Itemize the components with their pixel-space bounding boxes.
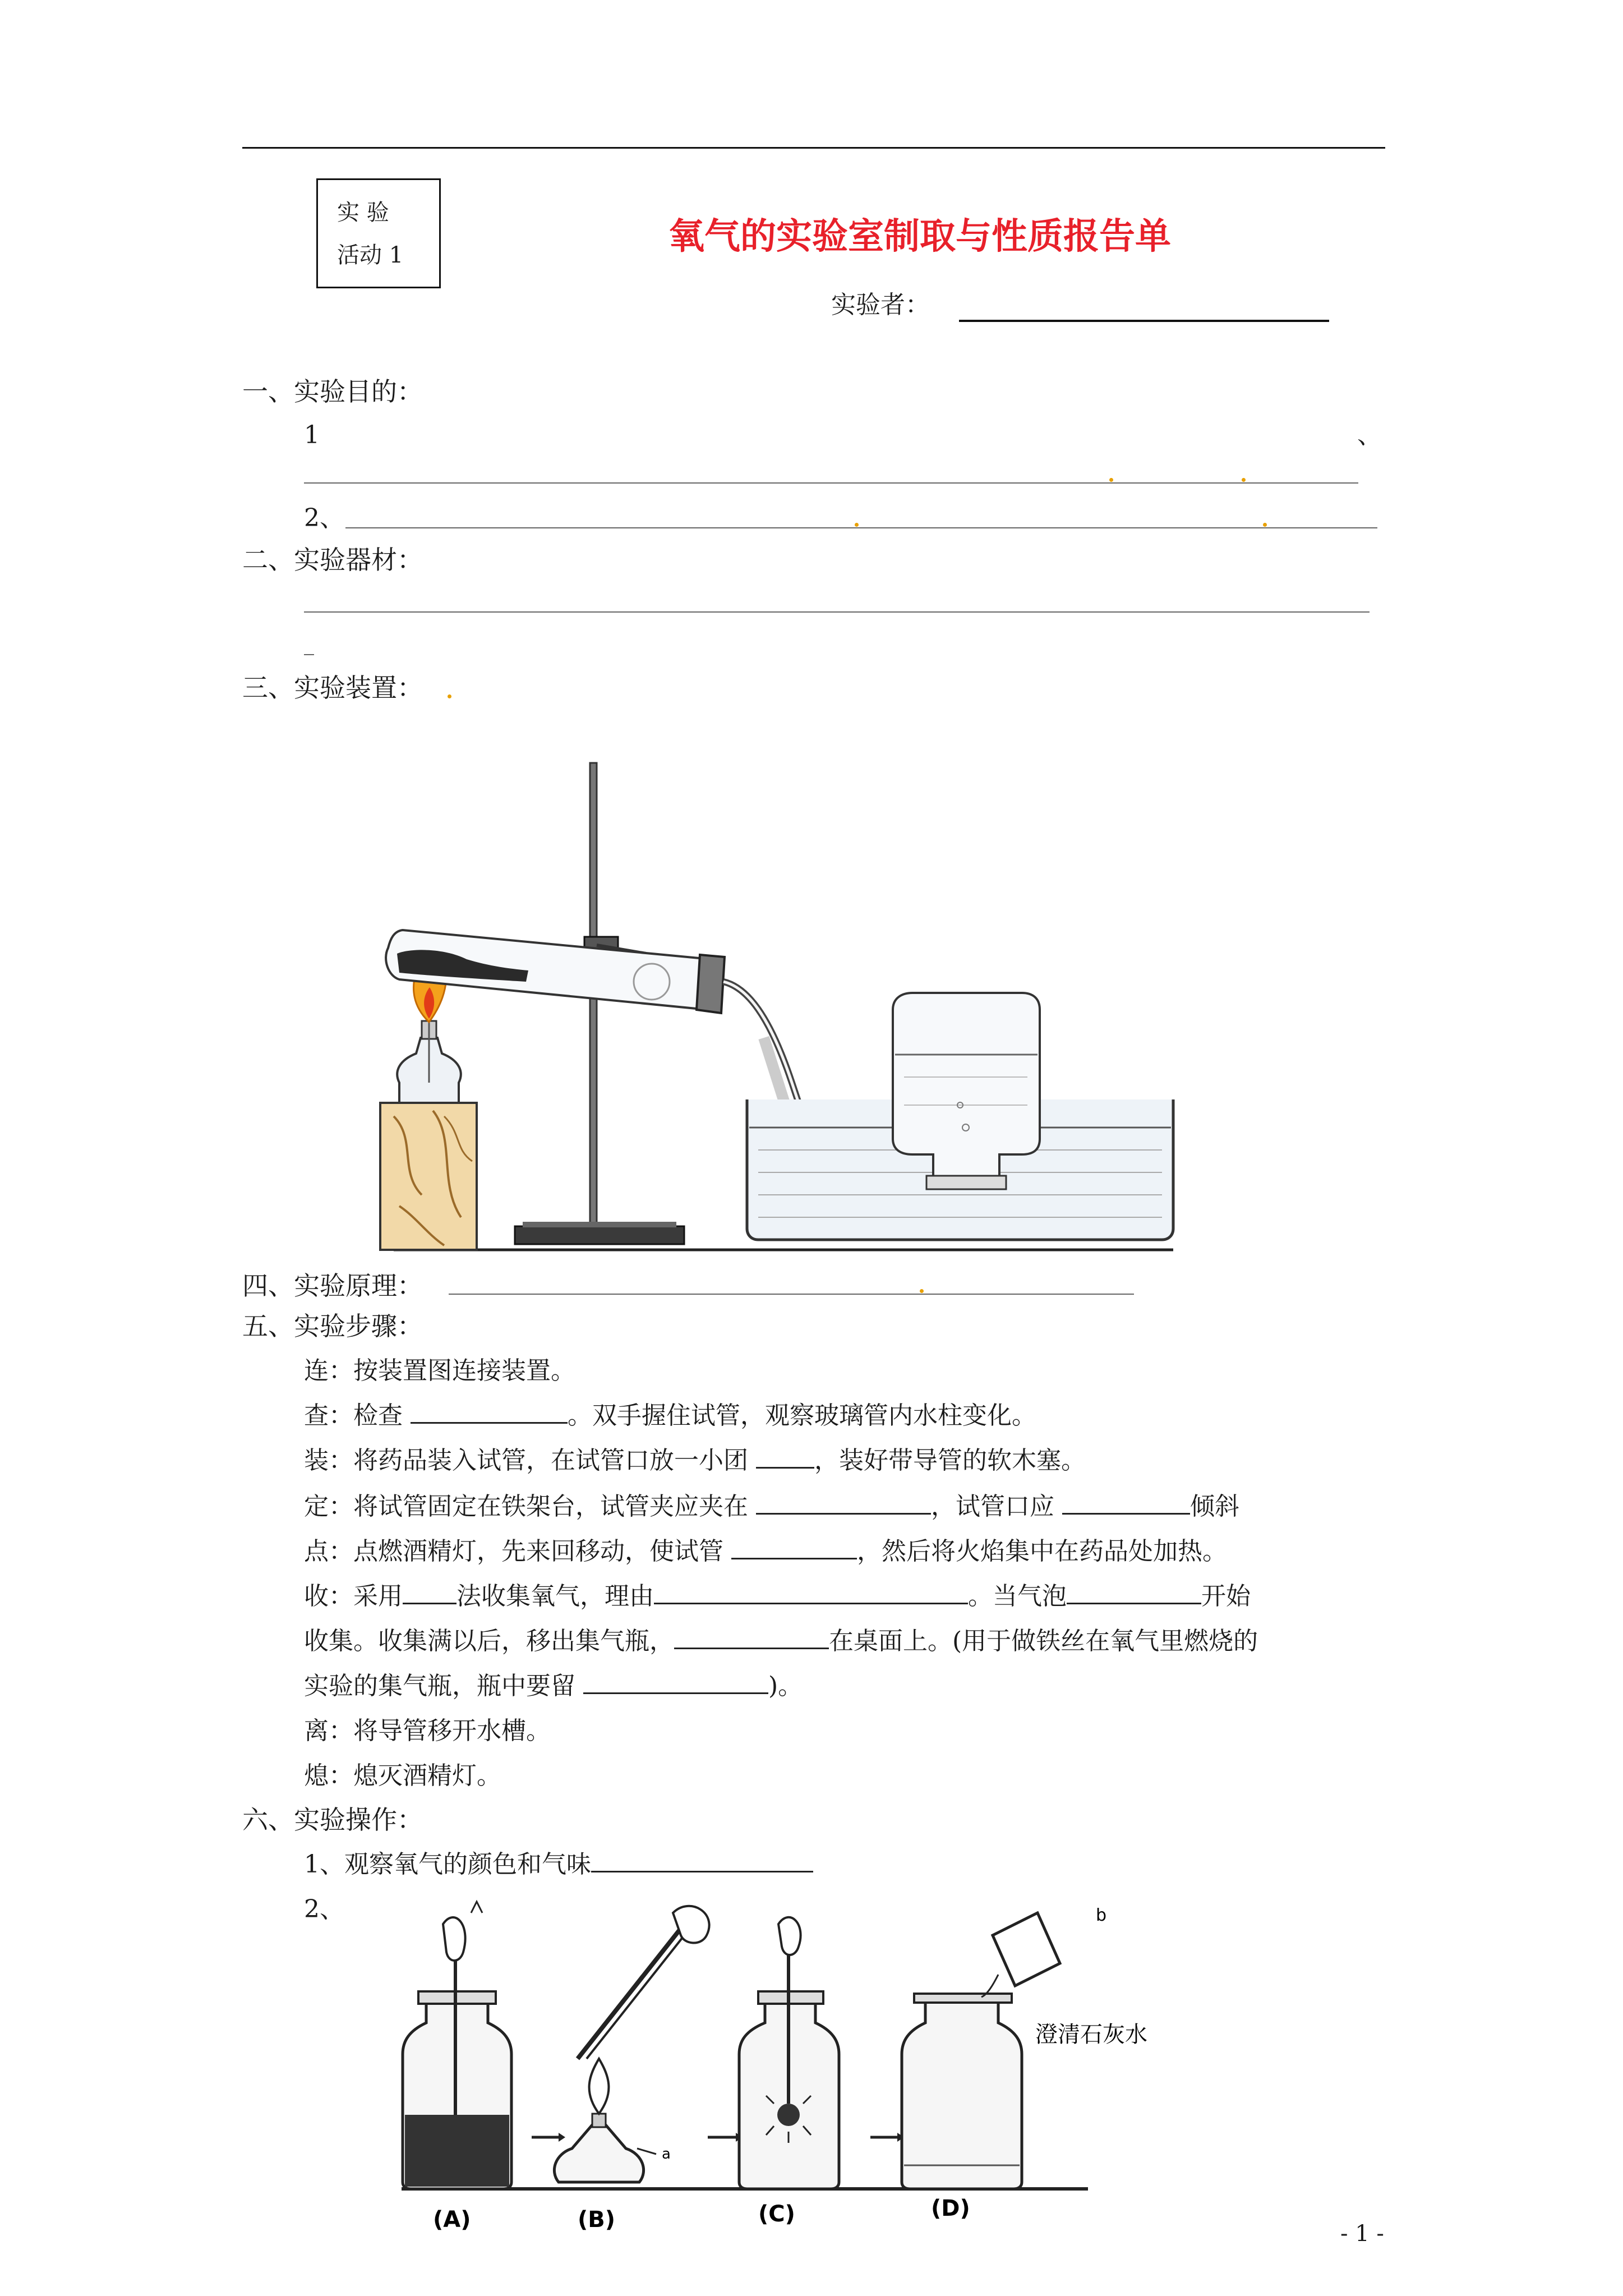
step-load-text-b: ，装好带导管的软木塞。	[814, 1446, 1086, 1475]
apparatus-heading: 三、实验装置：	[242, 673, 423, 703]
step-fix-blank-1[interactable]	[756, 1490, 931, 1515]
step-collect-text-d: 开始	[1201, 1582, 1251, 1611]
step-remove: 离：将导管移开水槽。	[304, 1717, 551, 1745]
step-load-blank[interactable]	[756, 1444, 814, 1469]
activity-box-line2: 活动 1	[337, 242, 404, 268]
purpose-item2-line[interactable]	[345, 527, 1377, 528]
step-collect-end-blank[interactable]	[583, 1670, 768, 1694]
mark-dot	[1109, 478, 1113, 482]
step-fix-text-b: ，试管口应	[931, 1492, 1062, 1521]
step-collect-cont	[304, 1625, 1258, 1658]
step-collect-blank-1[interactable]	[403, 1580, 457, 1604]
label-c: (C)	[758, 2201, 795, 2227]
step-load-text-a: 装：将药品装入试管，在试管口放一小团	[304, 1446, 756, 1475]
step-collect	[304, 1580, 1251, 1613]
label-b: (B)	[578, 2207, 616, 2233]
step-collect-end-text-a: 实验的集气瓶，瓶中要留	[304, 1672, 583, 1700]
label-a: (A)	[433, 2207, 471, 2233]
combustion-sequence-diagram	[393, 1890, 1301, 2249]
purpose-item1-num: 1	[304, 421, 320, 449]
operation-2-num: 2、	[304, 1895, 344, 1924]
purpose-item1-tail: 、	[1357, 421, 1382, 449]
limewater-label: 澄清石灰水	[1035, 2022, 1147, 2047]
wooden-block	[380, 1103, 477, 1250]
step-collect-text-a: 收：采用	[304, 1582, 403, 1611]
step-check-text-b: 。双手握住试管，观察玻璃管内水柱变化。	[568, 1401, 1036, 1430]
principle-line[interactable]	[449, 1294, 1134, 1295]
mark-dot	[855, 523, 859, 527]
step-collect-cont-blank[interactable]	[674, 1625, 829, 1649]
step-light-blank[interactable]	[731, 1535, 857, 1559]
step-connect: 连：按装置图连接装置。	[304, 1356, 575, 1385]
jar-d	[902, 1913, 1060, 2189]
step-extinguish: 熄：熄灭酒精灯。	[304, 1761, 501, 1790]
operation-1	[304, 1848, 813, 1881]
step-collect-blank-2[interactable]	[654, 1580, 968, 1604]
step-collect-end-text-b: )。	[768, 1672, 803, 1700]
label-small-b: b	[1096, 1906, 1107, 1925]
step-load	[304, 1444, 1086, 1478]
materials-heading: 二、实验器材：	[242, 545, 423, 575]
step-fix-text-a: 定：将试管固定在铁架台，试管夹应夹在	[304, 1492, 756, 1521]
materials-line[interactable]	[304, 611, 1370, 613]
step-check-text-a: 查：检查	[304, 1401, 411, 1430]
mark-dot	[1263, 523, 1267, 527]
step-fix-blank-2[interactable]	[1062, 1490, 1190, 1515]
materials-line-end	[304, 654, 314, 655]
step-collect-text-b: 法收集氧气，理由	[457, 1582, 654, 1611]
purpose-item1-line[interactable]	[304, 482, 1358, 484]
page-number: - 1 -	[1340, 2221, 1384, 2247]
activity-box	[316, 178, 441, 288]
page-title: 氧气的实验室制取与性质报告单	[668, 215, 1171, 257]
jar-a	[403, 1902, 511, 2189]
mark-dot	[1242, 478, 1246, 482]
experimenter-label: 实验者：	[831, 291, 930, 319]
label-small-a: a	[662, 2146, 671, 2162]
label-d: (D)	[931, 2196, 970, 2221]
top-rule	[242, 147, 1385, 149]
mark-dot	[448, 694, 451, 698]
jar-c	[739, 1917, 839, 2189]
step-light	[304, 1535, 1227, 1568]
purpose-item2-num: 2、	[304, 504, 344, 532]
steps-heading: 五、实验步骤：	[242, 1311, 423, 1341]
principle-heading: 四、实验原理：	[242, 1271, 423, 1301]
experimenter-field[interactable]	[959, 320, 1329, 322]
step-light-text-b: ，然后将火焰集中在药品处加热。	[857, 1537, 1227, 1566]
mark-dot	[920, 1289, 924, 1293]
step-collect-cont-text-b: 在桌面上。(用于做铁丝在氧气里燃烧的	[829, 1627, 1258, 1655]
purpose-heading: 一、实验目的：	[242, 376, 423, 407]
step-collect-end	[304, 1669, 803, 1703]
activity-box-line1: 实 验	[337, 200, 389, 226]
operation-1-text: 1、观察氧气的颜色和气味	[304, 1850, 591, 1879]
step-check	[304, 1399, 1036, 1433]
step-collect-cont-text-a: 收集。收集满以后，移出集气瓶，	[304, 1627, 674, 1655]
oxygen-apparatus-diagram	[377, 746, 1246, 1262]
step-collect-blank-3[interactable]	[1067, 1580, 1201, 1604]
alcohol-lamp	[397, 1021, 461, 1103]
step-fix-text-c: 倾斜	[1190, 1492, 1239, 1521]
operation-1-blank[interactable]	[591, 1848, 813, 1872]
step-check-blank[interactable]	[411, 1400, 568, 1424]
step-fix	[304, 1490, 1239, 1524]
lamp-b	[554, 1906, 709, 2182]
step-collect-text-c: 。当气泡	[968, 1582, 1067, 1611]
operations-heading: 六、实验操作：	[242, 1805, 423, 1835]
step-light-text-a: 点：点燃酒精灯，先来回移动，使试管	[304, 1537, 731, 1566]
